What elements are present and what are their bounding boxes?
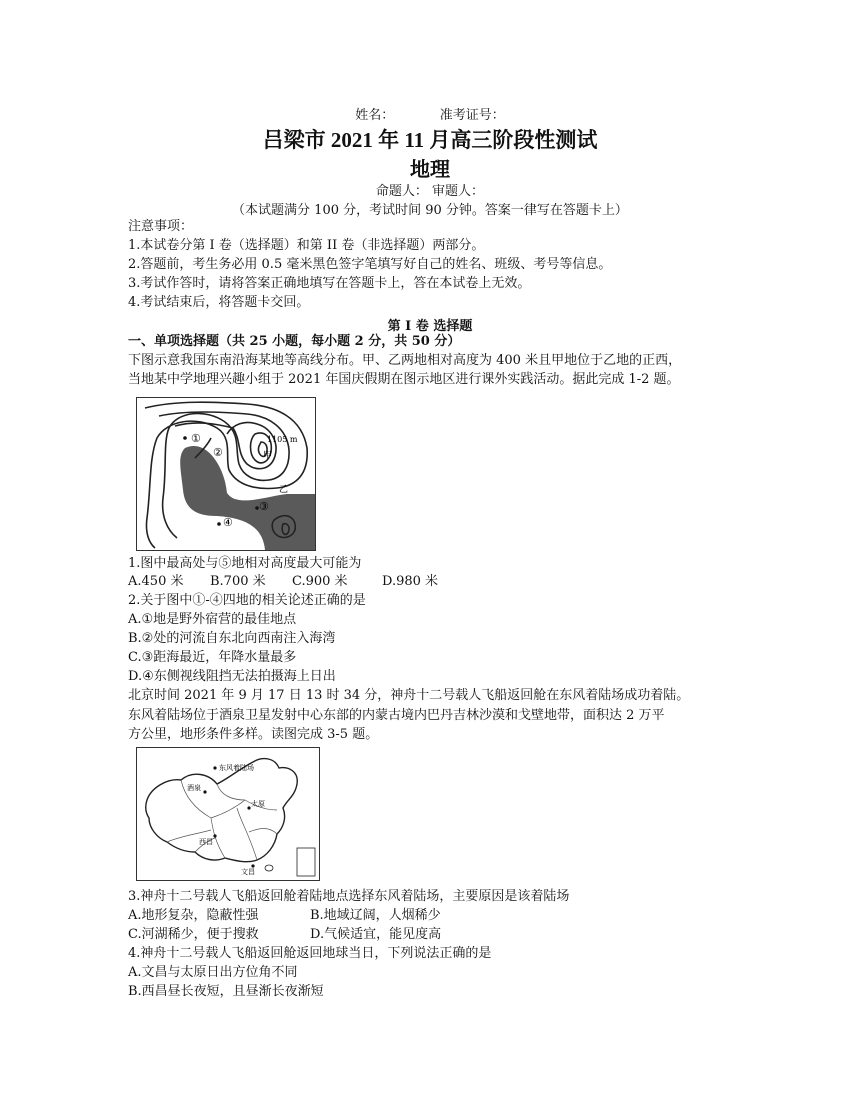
q2-option-c: C.③距海最近，年降水量最多 [128,650,297,665]
map-label-yi: 乙 [279,485,289,495]
location-dot [213,766,216,769]
map-label-wenchang: 文昌 [241,868,255,876]
map-label-3: ③ [259,500,269,513]
map-label-1: ① [191,432,201,445]
q1-option-a: A.450 米 [128,574,184,589]
q2-stem: 2.关于图中①-④四地的相关论述正确的是 [128,593,366,608]
q2-option-b: B.②处的河流自东北向西南注入海湾 [128,631,336,646]
notice-item: 3.考试作答时，请将答案正确地填写在答题卡上，答在本试卷上无效。 [128,276,531,291]
q3-options-row2 [128,926,441,944]
exam-authors: 命题人： 审题人： [375,184,485,199]
section-title: 第 I 卷 选择题 [387,319,473,334]
q2-option-a: A.①地是野外宿营的最佳地点 [128,612,297,627]
candidate-info: 姓名： 准考证号： [355,108,505,123]
q2-option-d: D.④东侧视线阻挡无法拍摄海上日出 [128,669,336,684]
part-heading: 一、单项选择题（共 25 小题，每小题 2 分，共 50 分） [128,334,461,349]
notice-item: 1.本试卷分第 I 卷（选择题）和第 II 卷（非选择题）两部分。 [128,238,485,253]
map-label-taiyuan: 太原 [251,800,265,808]
china-map [136,747,320,881]
q1-option-d: D.980 米 [382,574,439,589]
notice-heading: 注意事项： [128,219,194,234]
passage-line: 北京时间 2021 年 9 月 17 日 13 时 34 分，神舟十二号载人飞船返回舱在东风着陆场成功着陆。 [128,688,690,703]
notice-item: 2.答题前，考生务必用 0.5 毫米黑色签字笔填写好自己的姓名、班级、考号等信息。 [128,257,612,272]
exam-title: 吕梁市 2021 年 11 月高三阶段性测试 [262,128,598,152]
q1-options [128,573,438,591]
notice-item: 4.考试结束后，将答题卡交回。 [128,295,310,310]
q3-option-b: B.地域辽阔，人烟稀少 [310,908,441,923]
passage-line: 方公里，地形条件多样。读图完成 3-5 题。 [128,727,379,742]
q3-option-c: C.河湖稀少，便于搜救 [128,927,259,942]
q4-stem: 4.神舟十二号载人飞船返回舱返回地球当日，下列说法正确的是 [128,946,492,961]
passage-line: 当地某中学地理兴趣小组于 2021 年国庆假期在图示地区进行课外实践活动。据此完成 1-2 题。 [128,372,680,387]
exam-note: （本试题满分 100 分，考试时间 90 分钟。答案一律写在答题卡上） [232,203,628,218]
q1-stem: 1.图中最高处与⑤地相对高度最大可能为 [128,556,362,571]
q3-option-a: A.地形复杂，隐蔽性强 [128,908,259,923]
location-dot [203,790,206,793]
q4-option-a: A.文昌与太原日出方位角不同 [128,965,298,980]
q3-stem: 3.神舟十二号载人飞船返回舱着陆地点选择东风着陆场，主要原因是该着陆场 [128,889,570,904]
island [265,865,273,871]
map-label-jiuquan: 酒泉 [187,784,201,792]
q3-option-d: D.气候适宜，能见度高 [310,927,442,942]
q1-option-b: B.700 米 [210,574,266,589]
location-dot [217,522,221,526]
location-dot [213,834,216,837]
map-label-jia: 甲 [263,451,273,461]
passage-line: 下图示意我国东南沿海某地等高线分布。甲、乙两地相对高度为 400 米且甲地位于乙地的正西， [128,353,682,368]
map-label-xichang: 西昌 [199,838,213,846]
map-elevation-label: 1105 m [267,435,298,444]
q3-options-row1 [128,907,441,925]
map-label-2: ② [213,446,223,459]
contour-map [136,397,316,551]
map-label-dongfeng: 东风着陆场 [219,764,254,772]
q4-option-b: B.西昌昼长夜短，且昼渐长夜渐短 [128,984,324,999]
inset-box [297,848,315,876]
location-dot [183,436,187,440]
exam-subject: 地理 [410,157,450,181]
map-label-4: ④ [223,516,233,529]
passage-line: 东风着陆场位于酒泉卫星发射中心东部的内蒙古境内巴丹吉林沙漠和戈壁地带，面积达 2 万平 [128,708,665,723]
q1-option-c: C.900 米 [292,574,348,589]
